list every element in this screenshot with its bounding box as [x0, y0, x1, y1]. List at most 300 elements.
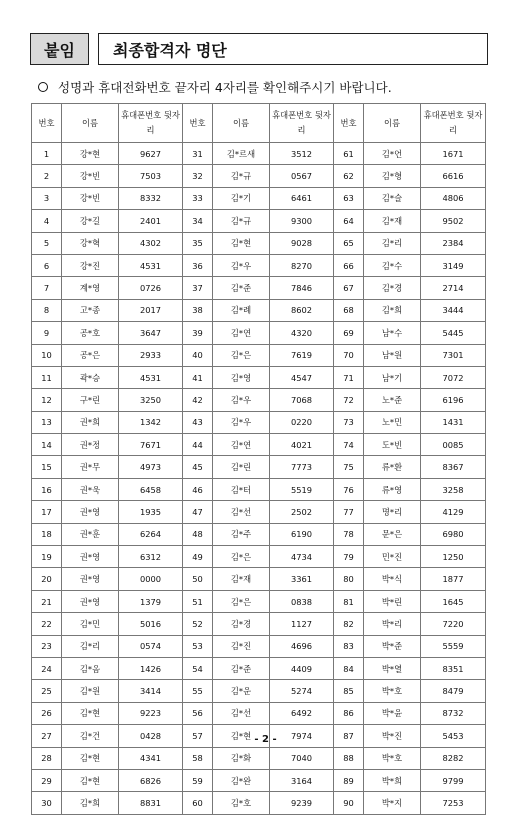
cell-phone: 7773 [270, 456, 334, 478]
cell-phone: 0838 [270, 590, 334, 612]
cell-no: 20 [32, 568, 62, 590]
cell-phone: 1250 [421, 546, 486, 568]
cell-name: 김*르새 [213, 143, 270, 165]
cell-no: 70 [334, 344, 364, 366]
cell-name: 김*영 [213, 366, 270, 388]
cell-name: 김*진 [213, 635, 270, 657]
cell-no: 66 [334, 254, 364, 276]
cell-no: 16 [32, 478, 62, 500]
cell-name: 명*리 [364, 501, 421, 523]
cell-no: 71 [334, 366, 364, 388]
cell-name: 김*우 [213, 254, 270, 276]
cell-phone: 7974 [270, 725, 334, 747]
cell-no: 37 [183, 277, 213, 299]
cell-phone: 9502 [421, 210, 486, 232]
cell-name: 박*호 [364, 747, 421, 769]
cell-name: 김*재 [213, 568, 270, 590]
cell-phone: 0574 [119, 635, 183, 657]
cell-phone: 4341 [119, 747, 183, 769]
cell-phone: 1645 [421, 590, 486, 612]
cell-no: 84 [334, 657, 364, 679]
table-row [32, 613, 486, 635]
cell-name: 계*영 [62, 277, 119, 299]
cell-phone: 8479 [421, 680, 486, 702]
cell-phone: 2017 [119, 299, 183, 321]
cell-phone: 4696 [270, 635, 334, 657]
cell-no: 47 [183, 501, 213, 523]
cell-no: 45 [183, 456, 213, 478]
cell-phone: 3149 [421, 254, 486, 276]
cell-name: 강*길 [62, 210, 119, 232]
cell-phone: 4973 [119, 456, 183, 478]
cell-name: 박*진 [364, 725, 421, 747]
cell-name: 강*빈 [62, 187, 119, 209]
cell-no: 89 [334, 769, 364, 791]
cell-phone: 8332 [119, 187, 183, 209]
cell-no: 40 [183, 344, 213, 366]
cell-phone: 5016 [119, 613, 183, 635]
cell-name: 노*준 [364, 389, 421, 411]
cell-name: 김*준 [213, 277, 270, 299]
cell-name: 박*희 [364, 769, 421, 791]
table-row [32, 456, 486, 478]
cell-no: 61 [334, 143, 364, 165]
cell-no: 86 [334, 702, 364, 724]
cell-phone: 2502 [270, 501, 334, 523]
cell-no: 72 [334, 389, 364, 411]
cell-phone: 3361 [270, 568, 334, 590]
table-row [32, 232, 486, 254]
col-header-phone: 휴대폰번호 뒷자리 [421, 104, 486, 143]
cell-phone: 2714 [421, 277, 486, 299]
cell-phone: 4531 [119, 254, 183, 276]
cell-name: 권*훈 [62, 523, 119, 545]
cell-phone: 7671 [119, 434, 183, 456]
cell-name: 박*윤 [364, 702, 421, 724]
cell-no: 64 [334, 210, 364, 232]
cell-no: 23 [32, 635, 62, 657]
cell-phone: 1431 [421, 411, 486, 433]
cell-name: 김*민 [62, 613, 119, 635]
cell-name: 노*민 [364, 411, 421, 433]
cell-phone: 4129 [421, 501, 486, 523]
cell-name: 박*린 [364, 590, 421, 612]
col-header-no: 번호 [334, 104, 364, 143]
instruction [38, 78, 392, 96]
cell-phone: 5445 [421, 322, 486, 344]
cell-no: 41 [183, 366, 213, 388]
cell-no: 73 [334, 411, 364, 433]
cell-name: 김*준 [213, 657, 270, 679]
cell-no: 54 [183, 657, 213, 679]
cell-phone: 8367 [421, 456, 486, 478]
cell-name: 김*린 [213, 456, 270, 478]
cell-phone: 0220 [270, 411, 334, 433]
cell-name: 김*연 [213, 322, 270, 344]
cell-phone: 0567 [270, 165, 334, 187]
cell-phone: 9028 [270, 232, 334, 254]
cell-name: 박*식 [364, 568, 421, 590]
cell-name: 민*진 [364, 546, 421, 568]
cell-no: 82 [334, 613, 364, 635]
table-row [32, 299, 486, 321]
cell-phone: 3512 [270, 143, 334, 165]
cell-no: 26 [32, 702, 62, 724]
cell-no: 49 [183, 546, 213, 568]
cell-name: 김*규 [213, 165, 270, 187]
cell-name: 김*주 [213, 523, 270, 545]
cell-no: 5 [32, 232, 62, 254]
cell-name: 곽*승 [62, 366, 119, 388]
cell-no: 38 [183, 299, 213, 321]
cell-name: 김*은 [213, 546, 270, 568]
table-row [32, 590, 486, 612]
cell-phone: 1127 [270, 613, 334, 635]
cell-phone: 7846 [270, 277, 334, 299]
cell-name: 김*현 [62, 702, 119, 724]
cell-phone: 4734 [270, 546, 334, 568]
cell-phone: 6458 [119, 478, 183, 500]
cell-phone: 2401 [119, 210, 183, 232]
cell-phone: 4531 [119, 366, 183, 388]
cell-phone: 6196 [421, 389, 486, 411]
cell-phone: 1426 [119, 657, 183, 679]
cell-phone: 3250 [119, 389, 183, 411]
table-body [32, 143, 486, 815]
attachment-tag: 붙임 [30, 33, 89, 65]
cell-name: 김*연 [213, 434, 270, 456]
bullet-circle-icon [38, 82, 48, 92]
cell-no: 63 [334, 187, 364, 209]
table-row [32, 568, 486, 590]
cell-phone: 9799 [421, 769, 486, 791]
cell-no: 2 [32, 165, 62, 187]
cell-name: 권*영 [62, 568, 119, 590]
cell-name: 강*혁 [62, 232, 119, 254]
cell-name: 김*규 [213, 210, 270, 232]
cell-name: 남*기 [364, 366, 421, 388]
cell-no: 68 [334, 299, 364, 321]
cell-name: 류*영 [364, 478, 421, 500]
table-row [32, 747, 486, 769]
cell-name: 권*욱 [62, 478, 119, 500]
finalists-table [31, 103, 486, 815]
cell-no: 21 [32, 590, 62, 612]
cell-phone: 1935 [119, 501, 183, 523]
cell-phone: 6826 [119, 769, 183, 791]
table-row [32, 411, 486, 433]
cell-name: 김*희 [62, 792, 119, 814]
cell-no: 74 [334, 434, 364, 456]
cell-phone: 0085 [421, 434, 486, 456]
cell-phone: 6492 [270, 702, 334, 724]
cell-no: 78 [334, 523, 364, 545]
cell-phone: 5519 [270, 478, 334, 500]
cell-no: 6 [32, 254, 62, 276]
cell-no: 17 [32, 501, 62, 523]
cell-no: 65 [334, 232, 364, 254]
cell-name: 김*수 [364, 254, 421, 276]
cell-no: 90 [334, 792, 364, 814]
cell-name: 박*호 [364, 680, 421, 702]
table-row [32, 702, 486, 724]
table-row [32, 478, 486, 500]
cell-no: 57 [183, 725, 213, 747]
cell-no: 4 [32, 210, 62, 232]
cell-no: 44 [183, 434, 213, 456]
cell-name: 김*터 [213, 478, 270, 500]
cell-no: 13 [32, 411, 62, 433]
cell-name: 김*형 [364, 165, 421, 187]
cell-name: 김*리 [364, 232, 421, 254]
cell-name: 김*우 [213, 389, 270, 411]
cell-phone: 6980 [421, 523, 486, 545]
cell-name: 권*희 [62, 411, 119, 433]
cell-phone: 1342 [119, 411, 183, 433]
cell-no: 77 [334, 501, 364, 523]
cell-name: 김*희 [364, 299, 421, 321]
cell-phone: 0726 [119, 277, 183, 299]
cell-phone: 5274 [270, 680, 334, 702]
cell-no: 55 [183, 680, 213, 702]
cell-phone: 4547 [270, 366, 334, 388]
table-row [32, 680, 486, 702]
cell-no: 7 [32, 277, 62, 299]
cell-name: 김*옴 [62, 657, 119, 679]
cell-name: 김*은 [213, 590, 270, 612]
cell-name: 권*무 [62, 456, 119, 478]
cell-no: 76 [334, 478, 364, 500]
cell-no: 67 [334, 277, 364, 299]
cell-name: 김*경 [213, 613, 270, 635]
cell-name: 김*선 [213, 501, 270, 523]
col-header-no: 번호 [32, 104, 62, 143]
cell-no: 10 [32, 344, 62, 366]
cell-phone: 8602 [270, 299, 334, 321]
cell-phone: 4320 [270, 322, 334, 344]
cell-phone: 7068 [270, 389, 334, 411]
col-header-no: 번호 [183, 104, 213, 143]
cell-phone: 8732 [421, 702, 486, 724]
cell-name: 김*례 [213, 299, 270, 321]
table-row [32, 657, 486, 679]
col-header-name: 이름 [213, 104, 270, 143]
cell-phone: 6264 [119, 523, 183, 545]
cell-phone: 7301 [421, 344, 486, 366]
cell-phone: 7072 [421, 366, 486, 388]
cell-name: 김*호 [213, 792, 270, 814]
cell-phone: 6190 [270, 523, 334, 545]
cell-no: 18 [32, 523, 62, 545]
cell-name: 강*현 [62, 143, 119, 165]
cell-no: 51 [183, 590, 213, 612]
page-title: 최종합격자 명단 [98, 33, 488, 65]
page-header [30, 33, 488, 65]
cell-no: 62 [334, 165, 364, 187]
cell-name: 권*영 [62, 501, 119, 523]
cell-name: 김*원 [62, 680, 119, 702]
cell-phone: 3258 [421, 478, 486, 500]
cell-no: 43 [183, 411, 213, 433]
cell-name: 공*은 [62, 344, 119, 366]
table-row [32, 546, 486, 568]
cell-phone: 8351 [421, 657, 486, 679]
cell-no: 29 [32, 769, 62, 791]
table-row [32, 277, 486, 299]
cell-no: 25 [32, 680, 62, 702]
table-row [32, 254, 486, 276]
cell-phone: 8270 [270, 254, 334, 276]
cell-no: 3 [32, 187, 62, 209]
table-header-row [32, 104, 486, 143]
cell-no: 36 [183, 254, 213, 276]
cell-no: 69 [334, 322, 364, 344]
cell-phone: 2384 [421, 232, 486, 254]
cell-phone: 0428 [119, 725, 183, 747]
cell-no: 81 [334, 590, 364, 612]
cell-no: 60 [183, 792, 213, 814]
cell-name: 강*빈 [62, 165, 119, 187]
cell-name: 김*완 [213, 769, 270, 791]
cell-phone: 7040 [270, 747, 334, 769]
table-row [32, 792, 486, 814]
cell-no: 58 [183, 747, 213, 769]
cell-name: 권*영 [62, 546, 119, 568]
cell-name: 박*리 [364, 613, 421, 635]
cell-phone: 6616 [421, 165, 486, 187]
cell-phone: 7253 [421, 792, 486, 814]
col-header-phone: 휴대폰번호 뒷자리 [119, 104, 183, 143]
table-row [32, 523, 486, 545]
table-row [32, 322, 486, 344]
cell-phone: 4021 [270, 434, 334, 456]
cell-name: 권*영 [62, 590, 119, 612]
cell-phone: 3647 [119, 322, 183, 344]
cell-name: 강*진 [62, 254, 119, 276]
cell-no: 59 [183, 769, 213, 791]
cell-phone: 4409 [270, 657, 334, 679]
cell-phone: 1877 [421, 568, 486, 590]
cell-phone: 6312 [119, 546, 183, 568]
instruction-text: 성명과 휴대전화번호 끝자리 4자리를 확인해주시기 바랍니다. [58, 80, 392, 95]
cell-phone: 7619 [270, 344, 334, 366]
cell-name: 박*열 [364, 657, 421, 679]
cell-no: 35 [183, 232, 213, 254]
table-row [32, 143, 486, 165]
cell-phone: 8831 [119, 792, 183, 814]
cell-no: 42 [183, 389, 213, 411]
cell-name: 김*현 [62, 747, 119, 769]
cell-phone: 2933 [119, 344, 183, 366]
cell-name: 김*우 [213, 411, 270, 433]
cell-no: 79 [334, 546, 364, 568]
cell-no: 8 [32, 299, 62, 321]
table-row [32, 366, 486, 388]
cell-no: 27 [32, 725, 62, 747]
col-header-name: 이름 [62, 104, 119, 143]
cell-name: 김*건 [62, 725, 119, 747]
cell-no: 34 [183, 210, 213, 232]
cell-no: 33 [183, 187, 213, 209]
cell-no: 28 [32, 747, 62, 769]
cell-phone: 3164 [270, 769, 334, 791]
cell-name: 김*현 [213, 725, 270, 747]
cell-name: 김*화 [213, 747, 270, 769]
table-row [32, 769, 486, 791]
cell-phone: 9300 [270, 210, 334, 232]
table-row [32, 344, 486, 366]
table-row [32, 434, 486, 456]
cell-no: 48 [183, 523, 213, 545]
cell-phone: 9239 [270, 792, 334, 814]
cell-no: 15 [32, 456, 62, 478]
cell-no: 87 [334, 725, 364, 747]
cell-no: 14 [32, 434, 62, 456]
cell-name: 문*은 [364, 523, 421, 545]
cell-no: 31 [183, 143, 213, 165]
cell-no: 11 [32, 366, 62, 388]
table-row [32, 165, 486, 187]
table-row [32, 187, 486, 209]
cell-name: 김*기 [213, 187, 270, 209]
cell-phone: 4806 [421, 187, 486, 209]
cell-phone: 3444 [421, 299, 486, 321]
cell-phone: 5559 [421, 635, 486, 657]
cell-phone: 4302 [119, 232, 183, 254]
cell-name: 김*운 [213, 680, 270, 702]
cell-phone: 0000 [119, 568, 183, 590]
cell-name: 김*언 [364, 143, 421, 165]
cell-name: 도*빈 [364, 434, 421, 456]
cell-phone: 7503 [119, 165, 183, 187]
cell-name: 류*환 [364, 456, 421, 478]
table-row [32, 389, 486, 411]
cell-name: 김*리 [62, 635, 119, 657]
cell-phone: 5453 [421, 725, 486, 747]
cell-no: 85 [334, 680, 364, 702]
cell-no: 32 [183, 165, 213, 187]
cell-no: 30 [32, 792, 62, 814]
cell-name: 김*슬 [364, 187, 421, 209]
cell-no: 39 [183, 322, 213, 344]
cell-no: 12 [32, 389, 62, 411]
cell-no: 24 [32, 657, 62, 679]
cell-no: 83 [334, 635, 364, 657]
cell-no: 22 [32, 613, 62, 635]
table-row [32, 635, 486, 657]
cell-no: 56 [183, 702, 213, 724]
table-row [32, 210, 486, 232]
cell-name: 박*준 [364, 635, 421, 657]
cell-phone: 8282 [421, 747, 486, 769]
cell-phone: 1671 [421, 143, 486, 165]
cell-no: 46 [183, 478, 213, 500]
cell-name: 김*현 [213, 232, 270, 254]
cell-no: 52 [183, 613, 213, 635]
cell-no: 19 [32, 546, 62, 568]
cell-no: 53 [183, 635, 213, 657]
col-header-name: 이름 [364, 104, 421, 143]
cell-name: 권*정 [62, 434, 119, 456]
cell-name: 김*현 [62, 769, 119, 791]
cell-name: 공*호 [62, 322, 119, 344]
cell-phone: 9627 [119, 143, 183, 165]
cell-no: 50 [183, 568, 213, 590]
cell-phone: 7220 [421, 613, 486, 635]
cell-name: 남*원 [364, 344, 421, 366]
cell-no: 75 [334, 456, 364, 478]
cell-phone: 9223 [119, 702, 183, 724]
